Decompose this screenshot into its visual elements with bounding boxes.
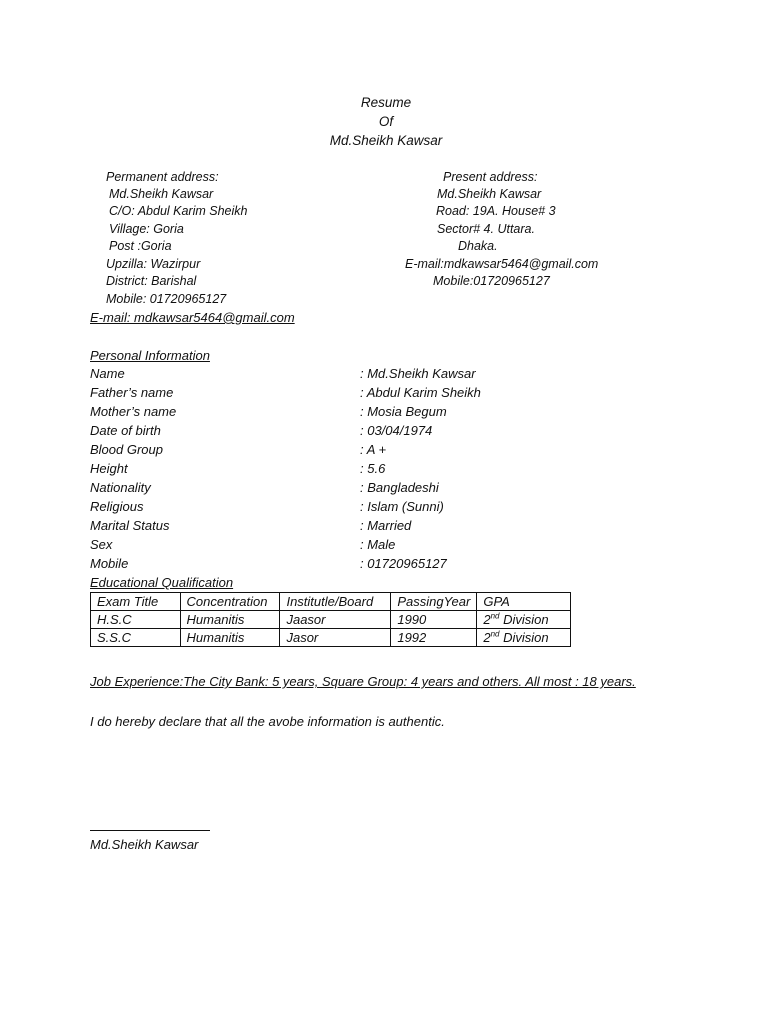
field-label: Name [90,366,125,381]
table-row [91,611,571,629]
job-experience: Job Experience:The City Bank: 5 years, Square Group: 4 years and others. All most : 18 years. [90,674,636,689]
board-cell: Jasor [280,629,391,647]
permanent-address-line: Post :Goria [109,239,172,253]
column-header: Institutle/Board [280,593,391,611]
gpa-number: 2 [483,630,491,645]
field-value: : 03/04/1974 [360,423,433,438]
exam-cell: S.S.C [91,629,181,647]
personal-info-row [90,364,650,383]
present-address-line: Road: 19A. House# 3 [436,204,556,218]
present-address-line: Dhaka. [458,239,498,253]
education-table [90,592,571,647]
field-value: : Married [360,518,412,533]
present-address-mobile: Mobile:01720965127 [433,274,550,288]
field-label: Father’s name [90,385,174,400]
field-label: Mobile [90,556,129,571]
permanent-address-line: C/O: Abdul Karim Sheikh [109,204,248,218]
field-label: Religious [90,499,144,514]
personal-info-row [90,497,650,516]
gpa-division: Division [499,630,549,645]
permanent-address-line: Md.Sheikh Kawsar [109,187,214,201]
email-line: E-mail: mdkawsar5464@gmail.com [90,310,295,325]
education-heading: Educational Qualification [90,575,234,590]
signature-name: Md.Sheikh Kawsar [90,837,199,852]
column-header: PassingYear [391,593,477,611]
signature-line [90,830,210,831]
field-value: : Islam (Sunni) [360,499,444,514]
personal-info-row [90,516,650,535]
declaration: I do hereby declare that all the avobe information is authentic. [90,714,445,729]
field-label: Nationality [90,480,151,495]
concentration-cell: Humanitis [180,611,280,629]
permanent-address-heading: Permanent address: [106,170,219,184]
gpa-suffix: nd [490,629,500,639]
permanent-address-line: District: Barishal [106,274,197,288]
field-value: : 01720965127 [360,556,447,571]
gpa-cell [477,611,571,629]
gpa-division: Division [499,612,549,627]
resume-title-of: Of [378,114,394,129]
field-label: Date of birth [90,423,161,438]
year-cell: 1990 [391,611,477,629]
field-value: : Md.Sheikh Kawsar [360,366,476,381]
field-label: Blood Group [90,442,163,457]
permanent-address-line: Village: Goria [109,222,184,236]
personal-info-row [90,459,650,478]
column-header: GPA [477,593,571,611]
gpa-number: 2 [483,612,491,627]
field-value: : 5.6 [360,461,386,476]
permanent-address-line: Mobile: 01720965127 [106,292,227,306]
personal-info-heading: Personal Information [90,348,210,363]
field-label: Height [90,461,128,476]
field-value: : Mosia Begum [360,404,447,419]
column-header: Exam Title [91,593,181,611]
exam-cell: H.S.C [91,611,181,629]
field-value: : A + [360,442,387,457]
field-value: : Bangladeshi [360,480,439,495]
present-address-heading: Present address: [443,170,538,184]
personal-info-row [90,478,650,497]
permanent-address-line: Upzilla: Wazirpur [106,257,201,271]
present-address-email: E-mail:mdkawsar5464@gmail.com [405,257,599,271]
field-value: : Male [360,537,396,552]
field-label: Mother’s name [90,404,177,419]
personal-info-row [90,535,650,554]
gpa-suffix: nd [490,611,500,621]
resume-title: Resume [360,95,412,110]
field-label: Marital Status [90,518,170,533]
column-header: Concentration [180,593,280,611]
year-cell: 1992 [391,629,477,647]
gpa-cell [477,629,571,647]
present-address-line: Sector# 4. Uttara. [437,222,535,236]
resume-title-name: Md.Sheikh Kawsar [329,133,443,148]
personal-info-row [90,421,650,440]
personal-info-row [90,440,650,459]
concentration-cell: Humanitis [180,629,280,647]
personal-info-row [90,383,650,402]
table-row [91,629,571,647]
personal-info-row [90,402,650,421]
field-label: Sex [90,537,113,552]
board-cell: Jaasor [280,611,391,629]
personal-info-row [90,554,650,573]
present-address-line: Md.Sheikh Kawsar [437,187,542,201]
field-value: : Abdul Karim Sheikh [360,385,481,400]
table-header-row [91,593,571,611]
